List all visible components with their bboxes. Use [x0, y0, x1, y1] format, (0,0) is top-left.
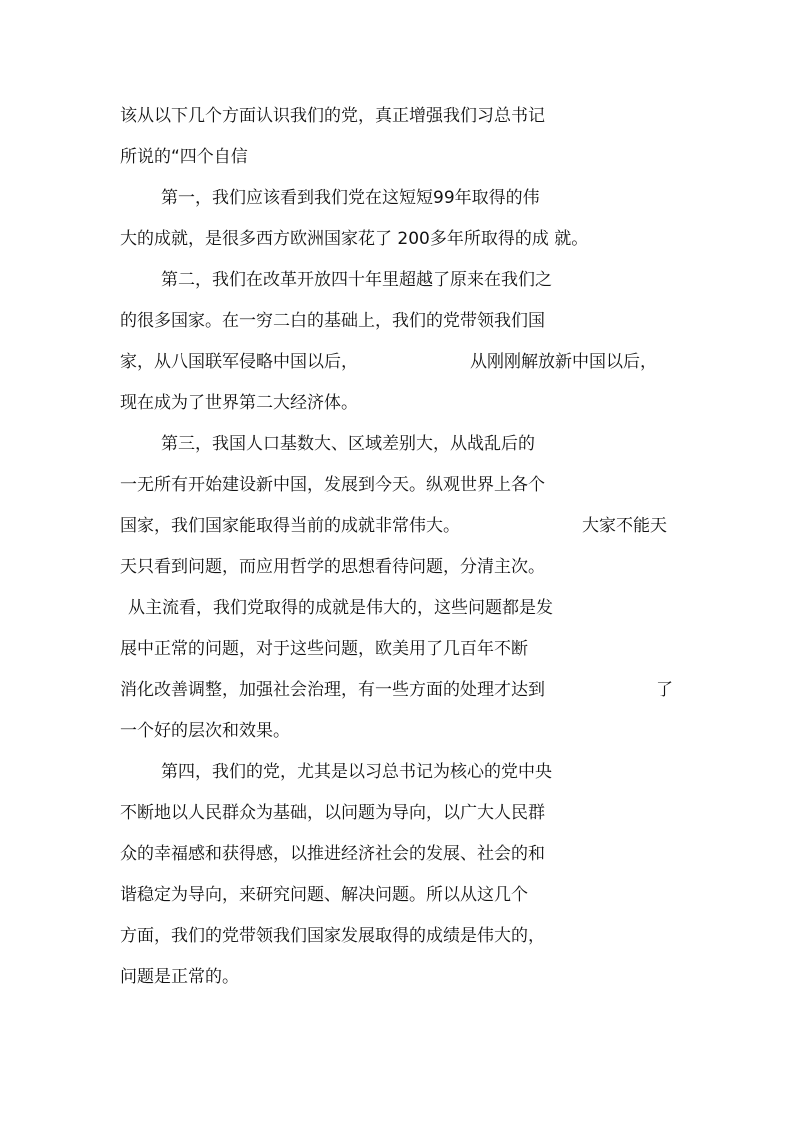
text-line — [120, 793, 720, 834]
text-line — [120, 506, 720, 547]
text-line — [120, 137, 720, 178]
body-text — [120, 96, 720, 998]
text-segment: 消化改善调整，加强社会治理，有一些方面的处理才达到 — [120, 680, 545, 700]
text-line — [120, 301, 720, 342]
text-line — [120, 178, 720, 219]
text-segment: 一无所有开始建设新中国，发展到今天。纵观世界上各个 — [120, 475, 545, 495]
text-segment: 的很多国家。在一穷二白的基础上，我们的党带领我们国 — [120, 311, 545, 331]
text-segment: 第一，我们应该看到我们党在这短短99年取得的伟 — [161, 188, 540, 208]
text-segment: 谐稳定为导向，来研究问题、解决问题。所以从这几个 — [120, 885, 528, 905]
text-line — [120, 957, 720, 998]
text-segment: 一个好的层次和效果。 — [120, 721, 290, 741]
text-line — [120, 916, 720, 957]
text-line — [120, 96, 720, 137]
text-segment: 众的幸福感和获得感，以推进经济社会的发展、社会的和 — [120, 844, 545, 864]
text-segment: 国家，我们国家能取得当前的成就非常伟大。 — [120, 516, 460, 536]
text-line — [120, 670, 720, 711]
text-segment: 大家不能天 — [582, 516, 667, 536]
text-segment: 大的成就，是很多西方欧洲国家花了 200多年所取得的成 就。 — [120, 229, 589, 249]
text-line — [120, 588, 720, 629]
text-segment: 第三，我国人口基数大、区域差别大，从战乱后的 — [161, 434, 535, 454]
text-line — [120, 342, 720, 383]
text-segment: 家，从八国联军侵略中国以后， — [120, 352, 358, 372]
text-segment: 不断地以人民群众为基础，以问题为导向，以广大人民群 — [120, 803, 545, 823]
text-segment: 第四，我们的党，尤其是以习总书记为核心的党中央 — [161, 762, 552, 782]
text-line — [120, 383, 720, 424]
text-line — [120, 260, 720, 301]
text-line — [120, 629, 720, 670]
text-line — [120, 875, 720, 916]
text-segment: 问题是正常的。 — [120, 967, 239, 987]
text-segment: 所说的“四个自信 — [120, 147, 248, 167]
text-segment: 从主流看，我们党取得的成就是伟大的，这些问题都是发 — [128, 598, 553, 618]
text-line — [120, 834, 720, 875]
text-segment: 现在成为了世界第二大经济体。 — [120, 393, 358, 413]
text-segment: 展中正常的问题，对于这些问题，欧美用了几百年不断 — [120, 639, 528, 659]
text-segment: 该从以下几个方面认识我们的党，真正增强我们习总书记 — [120, 106, 545, 126]
text-line — [120, 547, 720, 588]
text-segment: 从刚刚解放新中国以后， — [470, 352, 657, 372]
text-line — [120, 424, 720, 465]
text-segment: 天只看到问题，而应用哲学的思想看待问题，分清主次。 — [120, 557, 545, 577]
text-segment: 第二，我们在改革开放四十年里超越了原来在我们之 — [161, 270, 552, 290]
text-line — [120, 465, 720, 506]
text-segment: 方面，我们的党带领我们国家发展取得的成绩是伟大的， — [120, 926, 545, 946]
text-line — [120, 219, 720, 260]
text-line — [120, 711, 720, 752]
text-line — [120, 752, 720, 793]
text-segment: 了 — [656, 680, 673, 700]
